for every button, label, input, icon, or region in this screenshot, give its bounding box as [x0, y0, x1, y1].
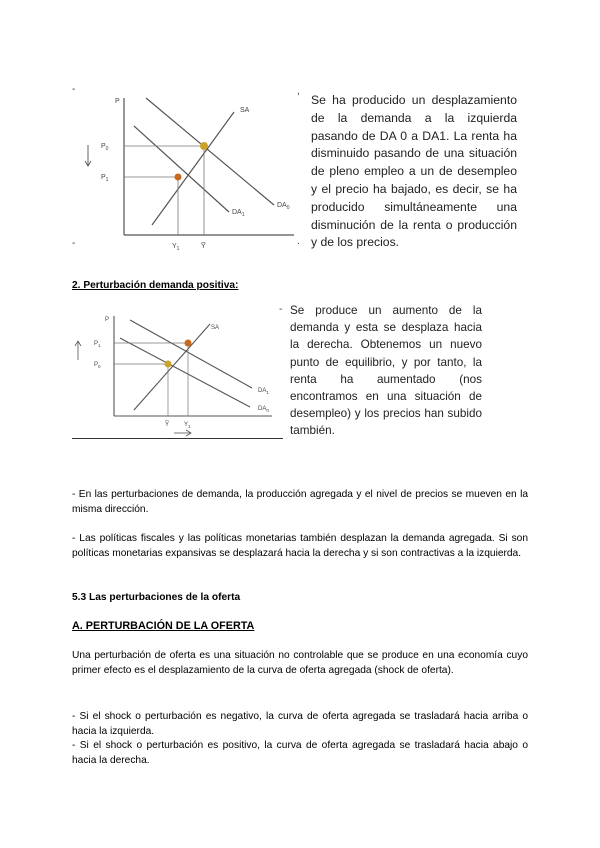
fig2-da0-curve [120, 338, 250, 407]
fig2-equilibrium-e1 [185, 340, 192, 347]
paragraph-supply-shock-definition: Una perturbación de oferta es una situación no controlable que se produce en una economía cuyo primer efecto es el desplazamiento de la curva de oferta agregada (shock de oferta). [72, 650, 528, 676]
fig1-da1-label: $DA_1$ [232, 209, 245, 218]
fig1-sa-curve [152, 112, 234, 225]
stray-dash: - [72, 84, 76, 95]
fig2-sa-label: SA [211, 325, 220, 331]
fig2-p-axis-label: P [105, 317, 110, 323]
paragraph-positive-shock: - Si el shock o perturbación es positivo, la curva de oferta agregada se trasladará hacia abajo o hacia la derecha. [72, 740, 528, 766]
fig1-da0-curve [146, 98, 274, 205]
fig2-equilibrium-e0 [165, 361, 172, 368]
fig2-p1-label: $P_1$ [94, 341, 101, 348]
fig2-da1-curve [130, 320, 252, 388]
section-heading-supply-shock-a: A. PERTURBACIÓN DE LA OFERTA [72, 620, 255, 632]
figure2-diagram [72, 310, 292, 440]
fig2-da1-label: $DA_1$ [258, 388, 269, 395]
section-heading-supply-shocks: 5.3 Las perturbaciones de la oferta [72, 592, 241, 603]
fig1-da0-label: $DA_0$ [277, 202, 290, 211]
fig2-y1-label: $Y_1$ [184, 422, 191, 429]
fig2-ybar-label: Y̅ [165, 422, 170, 428]
fig1-p0-label: $P_0$ [101, 143, 109, 152]
fig1-ybar-label: Y̅ [201, 243, 206, 250]
fig1-equilibrium-e0 [200, 142, 208, 150]
figure2-underline-rule [72, 438, 283, 439]
stray-dash: - [72, 238, 76, 249]
fig1-sa-label: SA [240, 107, 250, 114]
stray-dash: , [297, 86, 300, 97]
fig1-p1-label: $P_1$ [101, 174, 109, 183]
fig1-p-axis-label: P [115, 98, 120, 105]
section-heading-positive-demand: 2. Perturbación demanda positiva: [72, 280, 239, 291]
fig2-da0-label: $DA_0$ [258, 406, 269, 413]
paragraph-demand-shocks: - En las perturbaciones de demanda, la producción agregada y el nivel de precios se mueven en la misma dirección. [72, 489, 528, 515]
fig2-sa-curve [134, 324, 210, 410]
stray-dash: . [297, 236, 300, 247]
stray-dash: - [279, 304, 283, 315]
fig1-y1-label: $Y_1$ [172, 243, 180, 252]
fig1-equilibrium-e1 [175, 174, 182, 181]
paragraph-policies: - Las políticas fiscales y las políticas monetarias también desplazan la demanda agregada. Si son políticas monetarias expansivas se desplazará hacia la derecha y si son contractivas a la izquierda. [72, 533, 528, 559]
paragraph-negative-shock: - Si el shock o perturbación es negativo, la curva de oferta agregada se trasladará hacia arriba o hacia la izquierda. [72, 711, 528, 737]
figure1-explanation: Se ha producido un desplazamiento de la demanda a la izquierda pasando de DA 0 a DA1. La renta ha disminuido pasando de una situación de pleno empleo a un de desempleo y el precio ha bajado, es decir, se ha producido simultáneamente una disminución de la renta o producción y de los precios. [311, 93, 517, 250]
figure2-explanation: Se produce un aumento de la demanda y esta se desplaza hacia la derecha. Obtenemos un nuevo punto de equilibrio, y por tanto, la renta ha aumentado (nos encontramos en una situación de desempleo) y los precios han subido también. [290, 304, 482, 438]
fig2-p0-label: $P_0$ [94, 362, 101, 369]
figure1-diagram [74, 90, 304, 260]
